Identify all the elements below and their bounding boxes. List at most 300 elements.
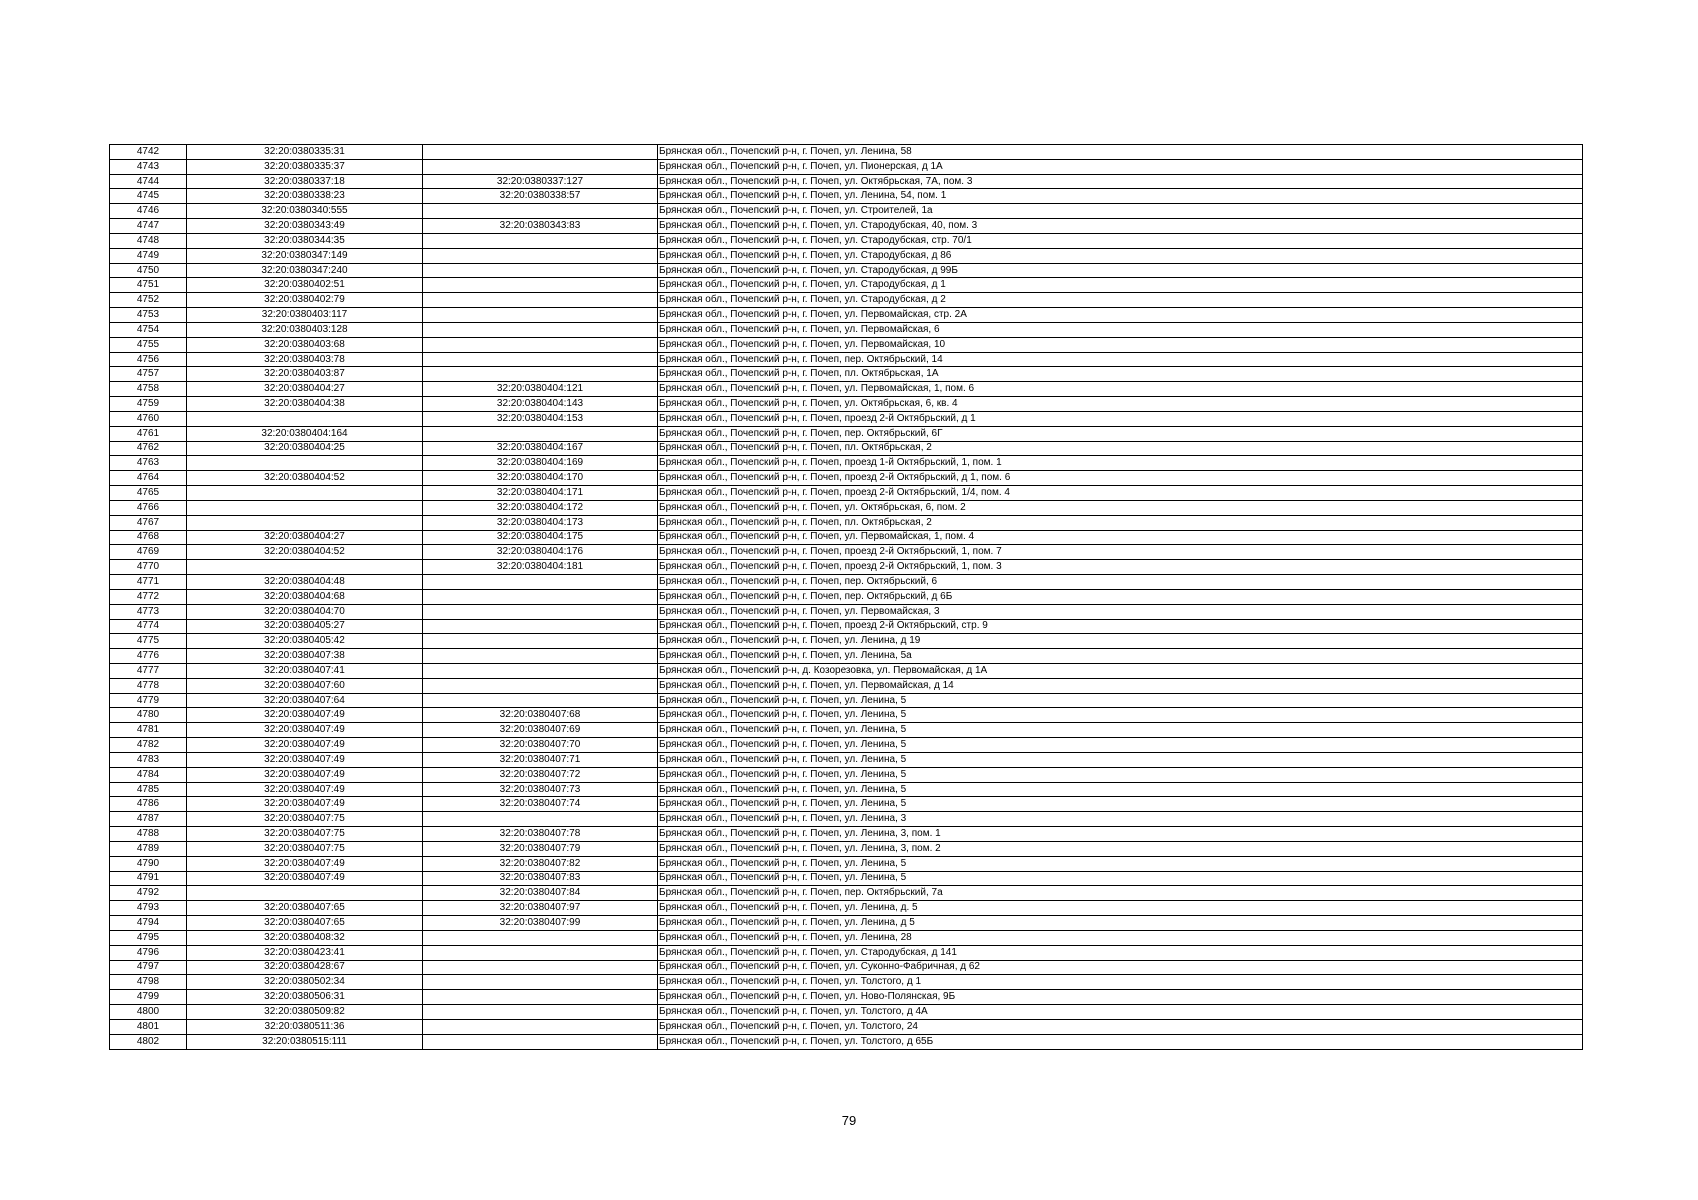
address-cell: Брянская обл., Почепский р-н, г. Почеп, пер. Октябрьский, 6 xyxy=(658,575,1583,590)
row-number-cell: 4773 xyxy=(110,604,187,619)
table-row xyxy=(110,293,1583,308)
address-cell: Брянская обл., Почепский р-н, г. Почеп, ул. Октябрьская, 7А, пом. 3 xyxy=(658,174,1583,189)
row-number-cell: 4785 xyxy=(110,782,187,797)
registry-table-body xyxy=(110,145,1583,1050)
cadastral-number-cell: 32:20:0380407:64 xyxy=(187,693,423,708)
table-row xyxy=(110,322,1583,337)
cadastral-number-cell: 32:20:0380407:60 xyxy=(187,678,423,693)
related-cadastral-number-cell: 32:20:0380404:167 xyxy=(423,441,658,456)
table-row xyxy=(110,575,1583,590)
registry-table xyxy=(109,144,1583,1050)
cadastral-number-cell: 32:20:0380407:49 xyxy=(187,782,423,797)
address-cell: Брянская обл., Почепский р-н, г. Почеп, ул. Ленина, 5 xyxy=(658,738,1583,753)
row-number-cell: 4759 xyxy=(110,397,187,412)
row-number-cell: 4779 xyxy=(110,693,187,708)
related-cadastral-number-cell: 32:20:0380407:72 xyxy=(423,767,658,782)
table-row xyxy=(110,233,1583,248)
related-cadastral-number-cell: 32:20:0380337:127 xyxy=(423,174,658,189)
address-cell: Брянская обл., Почепский р-н, г. Почеп, ул. Стародубская, д 1 xyxy=(658,278,1583,293)
address-cell: Брянская обл., Почепский р-н, г. Почеп, ул. Ленина, 3 xyxy=(658,812,1583,827)
row-number-cell: 4757 xyxy=(110,367,187,382)
table-row xyxy=(110,1034,1583,1049)
table-row xyxy=(110,545,1583,560)
related-cadastral-number-cell: 32:20:0380407:69 xyxy=(423,723,658,738)
related-cadastral-number-cell xyxy=(423,308,658,323)
address-cell: Брянская обл., Почепский р-н, г. Почеп, ул. Ленина, 5 xyxy=(658,797,1583,812)
row-number-cell: 4765 xyxy=(110,486,187,501)
related-cadastral-number-cell: 32:20:0380338:57 xyxy=(423,189,658,204)
row-number-cell: 4793 xyxy=(110,901,187,916)
address-cell: Брянская обл., Почепский р-н, г. Почеп, проезд 2-й Октябрьский, 1/4, пом. 4 xyxy=(658,486,1583,501)
address-cell: Брянская обл., Почепский р-н, г. Почеп, проезд 2-й Октябрьский, д 1, пом. 6 xyxy=(658,471,1583,486)
related-cadastral-number-cell: 32:20:0380407:74 xyxy=(423,797,658,812)
related-cadastral-number-cell: 32:20:0380404:121 xyxy=(423,382,658,397)
table-row xyxy=(110,856,1583,871)
row-number-cell: 4767 xyxy=(110,515,187,530)
address-cell: Брянская обл., Почепский р-н, г. Почеп, ул. Ленина, 5 xyxy=(658,856,1583,871)
table-row xyxy=(110,189,1583,204)
cadastral-number-cell: 32:20:0380407:75 xyxy=(187,812,423,827)
row-number-cell: 4742 xyxy=(110,145,187,160)
table-row xyxy=(110,426,1583,441)
address-cell: Брянская обл., Почепский р-н, г. Почеп, ул. Ленина, 5а xyxy=(658,649,1583,664)
related-cadastral-number-cell xyxy=(423,1034,658,1049)
row-number-cell: 4746 xyxy=(110,204,187,219)
cadastral-number-cell: 32:20:0380407:65 xyxy=(187,901,423,916)
cadastral-number-cell: 32:20:0380402:79 xyxy=(187,293,423,308)
cadastral-number-cell: 32:20:0380407:49 xyxy=(187,752,423,767)
page-number: 79 xyxy=(841,1113,857,1128)
related-cadastral-number-cell xyxy=(423,945,658,960)
related-cadastral-number-cell: 32:20:0380404:176 xyxy=(423,545,658,560)
related-cadastral-number-cell: 32:20:0380404:143 xyxy=(423,397,658,412)
address-cell: Брянская обл., Почепский р-н, г. Почеп, ул. Первомайская, 1, пом. 6 xyxy=(658,382,1583,397)
cadastral-number-cell: 32:20:0380403:68 xyxy=(187,337,423,352)
cadastral-number-cell: 32:20:0380407:75 xyxy=(187,827,423,842)
address-cell: Брянская обл., Почепский р-н, г. Почеп, ул. Ленина, 28 xyxy=(658,930,1583,945)
row-number-cell: 4792 xyxy=(110,886,187,901)
address-cell: Брянская обл., Почепский р-н, г. Почеп, ул. Октябрьская, 6, пом. 2 xyxy=(658,500,1583,515)
related-cadastral-number-cell: 32:20:0380404:172 xyxy=(423,500,658,515)
cadastral-number-cell: 32:20:0380407:49 xyxy=(187,871,423,886)
row-number-cell: 4802 xyxy=(110,1034,187,1049)
table-row xyxy=(110,337,1583,352)
related-cadastral-number-cell xyxy=(423,159,658,174)
related-cadastral-number-cell xyxy=(423,693,658,708)
address-cell: Брянская обл., Почепский р-н, г. Почеп, ул. Стародубская, 40, пом. 3 xyxy=(658,219,1583,234)
row-number-cell: 4775 xyxy=(110,634,187,649)
cadastral-number-cell: 32:20:0380340:555 xyxy=(187,204,423,219)
related-cadastral-number-cell xyxy=(423,337,658,352)
cadastral-number-cell: 32:20:0380402:51 xyxy=(187,278,423,293)
address-cell: Брянская обл., Почепский р-н, г. Почеп, ул. Октябрьская, 6, кв. 4 xyxy=(658,397,1583,412)
cadastral-number-cell: 32:20:0380423:41 xyxy=(187,945,423,960)
related-cadastral-number-cell xyxy=(423,619,658,634)
table-row xyxy=(110,560,1583,575)
table-row xyxy=(110,589,1583,604)
table-row xyxy=(110,397,1583,412)
address-cell: Брянская обл., Почепский р-н, г. Почеп, ул. Толстого, д 65Б xyxy=(658,1034,1583,1049)
table-row xyxy=(110,945,1583,960)
address-cell: Брянская обл., Почепский р-н, г. Почеп, пл. Октябрьская, 2 xyxy=(658,441,1583,456)
table-row xyxy=(110,145,1583,160)
cadastral-number-cell: 32:20:0380403:117 xyxy=(187,308,423,323)
cadastral-number-cell: 32:20:0380403:78 xyxy=(187,352,423,367)
table-row xyxy=(110,204,1583,219)
table-row xyxy=(110,871,1583,886)
related-cadastral-number-cell: 32:20:0380407:78 xyxy=(423,827,658,842)
row-number-cell: 4769 xyxy=(110,545,187,560)
cadastral-number-cell: 32:20:0380515:111 xyxy=(187,1034,423,1049)
cadastral-number-cell xyxy=(187,886,423,901)
related-cadastral-number-cell: 32:20:0380404:181 xyxy=(423,560,658,575)
cadastral-number-cell: 32:20:0380407:38 xyxy=(187,649,423,664)
address-cell: Брянская обл., Почепский р-н, г. Почеп, ул. Строителей, 1а xyxy=(658,204,1583,219)
address-cell: Брянская обл., Почепский р-н, г. Почеп, пл. Октябрьская, 1А xyxy=(658,367,1583,382)
row-number-cell: 4787 xyxy=(110,812,187,827)
address-cell: Брянская обл., Почепский р-н, г. Почеп, ул. Ленина, 3, пом. 2 xyxy=(658,841,1583,856)
cadastral-number-cell: 32:20:0380335:37 xyxy=(187,159,423,174)
row-number-cell: 4768 xyxy=(110,530,187,545)
related-cadastral-number-cell: 32:20:0380407:84 xyxy=(423,886,658,901)
row-number-cell: 4754 xyxy=(110,322,187,337)
related-cadastral-number-cell xyxy=(423,1005,658,1020)
related-cadastral-number-cell xyxy=(423,426,658,441)
address-cell: Брянская обл., Почепский р-н, г. Почеп, пер. Октябрьский, 14 xyxy=(658,352,1583,367)
address-cell: Брянская обл., Почепский р-н, г. Почеп, ул. Ленина, 3, пом. 1 xyxy=(658,827,1583,842)
address-cell: Брянская обл., Почепский р-н, г. Почеп, проезд 2-й Октябрьский, 1, пом. 3 xyxy=(658,560,1583,575)
cadastral-number-cell: 32:20:0380404:70 xyxy=(187,604,423,619)
table-row xyxy=(110,411,1583,426)
table-row xyxy=(110,975,1583,990)
related-cadastral-number-cell xyxy=(423,145,658,160)
related-cadastral-number-cell xyxy=(423,352,658,367)
table-row xyxy=(110,916,1583,931)
related-cadastral-number-cell xyxy=(423,322,658,337)
table-row xyxy=(110,708,1583,723)
row-number-cell: 4783 xyxy=(110,752,187,767)
cadastral-number-cell: 32:20:0380338:23 xyxy=(187,189,423,204)
table-row xyxy=(110,812,1583,827)
address-cell: Брянская обл., Почепский р-н, г. Почеп, ул. Толстого, д 4А xyxy=(658,1005,1583,1020)
related-cadastral-number-cell xyxy=(423,930,658,945)
related-cadastral-number-cell: 32:20:0380407:83 xyxy=(423,871,658,886)
address-cell: Брянская обл., Почепский р-н, д. Козорезовка, ул. Первомайская, д 1А xyxy=(658,663,1583,678)
cadastral-number-cell: 32:20:0380404:52 xyxy=(187,471,423,486)
table-row xyxy=(110,649,1583,664)
cadastral-number-cell: 32:20:0380511:36 xyxy=(187,1019,423,1034)
row-number-cell: 4753 xyxy=(110,308,187,323)
row-number-cell: 4780 xyxy=(110,708,187,723)
table-row xyxy=(110,604,1583,619)
address-cell: Брянская обл., Почепский р-н, г. Почеп, ул. Первомайская, 10 xyxy=(658,337,1583,352)
address-cell: Брянская обл., Почепский р-н, г. Почеп, ул. Ленина, 5 xyxy=(658,871,1583,886)
related-cadastral-number-cell: 32:20:0380407:79 xyxy=(423,841,658,856)
related-cadastral-number-cell xyxy=(423,649,658,664)
table-row xyxy=(110,693,1583,708)
related-cadastral-number-cell: 32:20:0380407:70 xyxy=(423,738,658,753)
row-number-cell: 4748 xyxy=(110,233,187,248)
row-number-cell: 4752 xyxy=(110,293,187,308)
related-cadastral-number-cell: 32:20:0380404:175 xyxy=(423,530,658,545)
table-row xyxy=(110,278,1583,293)
cadastral-number-cell: 32:20:0380403:128 xyxy=(187,322,423,337)
row-number-cell: 4789 xyxy=(110,841,187,856)
related-cadastral-number-cell xyxy=(423,1019,658,1034)
table-row xyxy=(110,486,1583,501)
address-cell: Брянская обл., Почепский р-н, г. Почеп, ул. Ленина, 5 xyxy=(658,708,1583,723)
address-cell: Брянская обл., Почепский р-н, г. Почеп, пер. Октябрьский, 6Г xyxy=(658,426,1583,441)
cadastral-number-cell xyxy=(187,515,423,530)
table-row xyxy=(110,263,1583,278)
table-row xyxy=(110,841,1583,856)
row-number-cell: 4788 xyxy=(110,827,187,842)
table-row xyxy=(110,1005,1583,1020)
row-number-cell: 4756 xyxy=(110,352,187,367)
related-cadastral-number-cell: 32:20:0380407:82 xyxy=(423,856,658,871)
related-cadastral-number-cell: 32:20:0380404:171 xyxy=(423,486,658,501)
related-cadastral-number-cell xyxy=(423,293,658,308)
table-row xyxy=(110,634,1583,649)
address-cell: Брянская обл., Почепский р-н, г. Почеп, ул. Суконно-Фабричная, д 62 xyxy=(658,960,1583,975)
cadastral-number-cell: 32:20:0380407:65 xyxy=(187,916,423,931)
address-cell: Брянская обл., Почепский р-н, г. Почеп, ул. Ленина, 54, пом. 1 xyxy=(658,189,1583,204)
related-cadastral-number-cell xyxy=(423,263,658,278)
table-row xyxy=(110,248,1583,263)
row-number-cell: 4781 xyxy=(110,723,187,738)
row-number-cell: 4770 xyxy=(110,560,187,575)
table-row xyxy=(110,990,1583,1005)
address-cell: Брянская обл., Почепский р-н, г. Почеп, ул. Стародубская, д 2 xyxy=(658,293,1583,308)
cadastral-number-cell: 32:20:0380408:32 xyxy=(187,930,423,945)
row-number-cell: 4772 xyxy=(110,589,187,604)
cadastral-number-cell: 32:20:0380405:42 xyxy=(187,634,423,649)
row-number-cell: 4751 xyxy=(110,278,187,293)
address-cell: Брянская обл., Почепский р-н, г. Почеп, ул. Ново-Полянская, 9Б xyxy=(658,990,1583,1005)
cadastral-number-cell: 32:20:0380407:49 xyxy=(187,723,423,738)
related-cadastral-number-cell: 32:20:0380404:170 xyxy=(423,471,658,486)
row-number-cell: 4749 xyxy=(110,248,187,263)
related-cadastral-number-cell xyxy=(423,634,658,649)
row-number-cell: 4800 xyxy=(110,1005,187,1020)
table-row xyxy=(110,382,1583,397)
cadastral-number-cell xyxy=(187,486,423,501)
table-row xyxy=(110,174,1583,189)
cadastral-number-cell xyxy=(187,456,423,471)
row-number-cell: 4784 xyxy=(110,767,187,782)
table-row xyxy=(110,456,1583,471)
row-number-cell: 4761 xyxy=(110,426,187,441)
cadastral-number-cell: 32:20:0380403:87 xyxy=(187,367,423,382)
related-cadastral-number-cell: 32:20:0380407:73 xyxy=(423,782,658,797)
cadastral-number-cell: 32:20:0380428:67 xyxy=(187,960,423,975)
row-number-cell: 4774 xyxy=(110,619,187,634)
row-number-cell: 4791 xyxy=(110,871,187,886)
cadastral-number-cell: 32:20:0380344:35 xyxy=(187,233,423,248)
address-cell: Брянская обл., Почепский р-н, г. Почеп, проезд 1-й Октябрьский, 1, пом. 1 xyxy=(658,456,1583,471)
related-cadastral-number-cell xyxy=(423,278,658,293)
address-cell: Брянская обл., Почепский р-н, г. Почеп, ул. Первомайская, стр. 2А xyxy=(658,308,1583,323)
row-number-cell: 4755 xyxy=(110,337,187,352)
related-cadastral-number-cell xyxy=(423,663,658,678)
related-cadastral-number-cell: 32:20:0380404:169 xyxy=(423,456,658,471)
address-cell: Брянская обл., Почепский р-н, г. Почеп, ул. Ленина, 5 xyxy=(658,693,1583,708)
table-row xyxy=(110,797,1583,812)
address-cell: Брянская обл., Почепский р-н, г. Почеп, ул. Ленина, 5 xyxy=(658,752,1583,767)
row-number-cell: 4771 xyxy=(110,575,187,590)
table-row xyxy=(110,500,1583,515)
cadastral-number-cell: 32:20:0380407:41 xyxy=(187,663,423,678)
row-number-cell: 4799 xyxy=(110,990,187,1005)
address-cell: Брянская обл., Почепский р-н, г. Почеп, пл. Октябрьская, 2 xyxy=(658,515,1583,530)
related-cadastral-number-cell: 32:20:0380407:71 xyxy=(423,752,658,767)
related-cadastral-number-cell xyxy=(423,975,658,990)
related-cadastral-number-cell xyxy=(423,367,658,382)
related-cadastral-number-cell: 32:20:0380407:99 xyxy=(423,916,658,931)
address-cell: Брянская обл., Почепский р-н, г. Почеп, пер. Октябрьский, д 6Б xyxy=(658,589,1583,604)
table-row xyxy=(110,352,1583,367)
table-row xyxy=(110,752,1583,767)
related-cadastral-number-cell: 32:20:0380404:173 xyxy=(423,515,658,530)
related-cadastral-number-cell xyxy=(423,990,658,1005)
address-cell: Брянская обл., Почепский р-н, г. Почеп, ул. Первомайская, 3 xyxy=(658,604,1583,619)
row-number-cell: 4758 xyxy=(110,382,187,397)
row-number-cell: 4760 xyxy=(110,411,187,426)
cadastral-number-cell: 32:20:0380404:27 xyxy=(187,382,423,397)
address-cell: Брянская обл., Почепский р-н, г. Почеп, ул. Стародубская, д 99Б xyxy=(658,263,1583,278)
row-number-cell: 4763 xyxy=(110,456,187,471)
cadastral-number-cell xyxy=(187,560,423,575)
cadastral-number-cell: 32:20:0380407:49 xyxy=(187,708,423,723)
address-cell: Брянская обл., Почепский р-н, г. Почеп, ул. Толстого, 24 xyxy=(658,1019,1583,1034)
row-number-cell: 4764 xyxy=(110,471,187,486)
cadastral-number-cell: 32:20:0380509:82 xyxy=(187,1005,423,1020)
cadastral-number-cell: 32:20:0380337:18 xyxy=(187,174,423,189)
cadastral-number-cell: 32:20:0380404:27 xyxy=(187,530,423,545)
related-cadastral-number-cell xyxy=(423,812,658,827)
table-row xyxy=(110,515,1583,530)
address-cell: Брянская обл., Почепский р-н, г. Почеп, ул. Ленина, д 5 xyxy=(658,916,1583,931)
address-cell: Брянская обл., Почепский р-н, г. Почеп, проезд 2-й Октябрьский, стр. 9 xyxy=(658,619,1583,634)
table-row xyxy=(110,723,1583,738)
address-cell: Брянская обл., Почепский р-н, г. Почеп, ул. Стародубская, д 86 xyxy=(658,248,1583,263)
row-number-cell: 4782 xyxy=(110,738,187,753)
row-number-cell: 4794 xyxy=(110,916,187,931)
address-cell: Брянская обл., Почепский р-н, г. Почеп, ул. Первомайская, 1, пом. 4 xyxy=(658,530,1583,545)
related-cadastral-number-cell xyxy=(423,589,658,604)
address-cell: Брянская обл., Почепский р-н, г. Почеп, ул. Ленина, д. 5 xyxy=(658,901,1583,916)
cadastral-number-cell: 32:20:0380502:34 xyxy=(187,975,423,990)
cadastral-number-cell: 32:20:0380404:68 xyxy=(187,589,423,604)
related-cadastral-number-cell xyxy=(423,204,658,219)
cadastral-number-cell xyxy=(187,500,423,515)
cadastral-number-cell: 32:20:0380335:31 xyxy=(187,145,423,160)
table-row xyxy=(110,767,1583,782)
table-row xyxy=(110,930,1583,945)
table-row xyxy=(110,530,1583,545)
row-number-cell: 4776 xyxy=(110,649,187,664)
row-number-cell: 4747 xyxy=(110,219,187,234)
row-number-cell: 4801 xyxy=(110,1019,187,1034)
related-cadastral-number-cell xyxy=(423,233,658,248)
table-row xyxy=(110,886,1583,901)
cadastral-number-cell: 32:20:0380407:49 xyxy=(187,797,423,812)
related-cadastral-number-cell: 32:20:0380407:68 xyxy=(423,708,658,723)
table-row xyxy=(110,471,1583,486)
address-cell: Брянская обл., Почепский р-н, г. Почеп, ул. Стародубская, стр. 70/1 xyxy=(658,233,1583,248)
address-cell: Брянская обл., Почепский р-н, г. Почеп, проезд 2-й Октябрьский, 1, пом. 7 xyxy=(658,545,1583,560)
table-row xyxy=(110,619,1583,634)
table-row xyxy=(110,738,1583,753)
address-cell: Брянская обл., Почепский р-н, г. Почеп, ул. Первомайская, 6 xyxy=(658,322,1583,337)
table-row xyxy=(110,663,1583,678)
address-cell: Брянская обл., Почепский р-н, г. Почеп, ул. Толстого, д 1 xyxy=(658,975,1583,990)
related-cadastral-number-cell: 32:20:0380407:97 xyxy=(423,901,658,916)
row-number-cell: 4795 xyxy=(110,930,187,945)
cadastral-number-cell: 32:20:0380407:49 xyxy=(187,738,423,753)
related-cadastral-number-cell xyxy=(423,604,658,619)
address-cell: Брянская обл., Почепский р-н, г. Почеп, ул. Первомайская, д 14 xyxy=(658,678,1583,693)
row-number-cell: 4777 xyxy=(110,663,187,678)
related-cadastral-number-cell xyxy=(423,960,658,975)
row-number-cell: 4798 xyxy=(110,975,187,990)
table-row xyxy=(110,960,1583,975)
address-cell: Брянская обл., Почепский р-н, г. Почеп, пер. Октябрьский, 7а xyxy=(658,886,1583,901)
table-row xyxy=(110,367,1583,382)
row-number-cell: 4766 xyxy=(110,500,187,515)
row-number-cell: 4743 xyxy=(110,159,187,174)
cadastral-number-cell: 32:20:0380405:27 xyxy=(187,619,423,634)
cadastral-number-cell: 32:20:0380404:38 xyxy=(187,397,423,412)
related-cadastral-number-cell xyxy=(423,678,658,693)
table-row xyxy=(110,901,1583,916)
cadastral-number-cell: 32:20:0380404:164 xyxy=(187,426,423,441)
table-row xyxy=(110,441,1583,456)
cadastral-number-cell: 32:20:0380407:75 xyxy=(187,841,423,856)
address-cell: Брянская обл., Почепский р-н, г. Почеп, ул. Ленина, 5 xyxy=(658,723,1583,738)
address-cell: Брянская обл., Почепский р-н, г. Почеп, ул. Ленина, 5 xyxy=(658,767,1583,782)
table-row xyxy=(110,1019,1583,1034)
address-cell: Брянская обл., Почепский р-н, г. Почеп, ул. Стародубская, д 141 xyxy=(658,945,1583,960)
related-cadastral-number-cell xyxy=(423,248,658,263)
row-number-cell: 4796 xyxy=(110,945,187,960)
table-row xyxy=(110,678,1583,693)
row-number-cell: 4790 xyxy=(110,856,187,871)
row-number-cell: 4750 xyxy=(110,263,187,278)
related-cadastral-number-cell xyxy=(423,575,658,590)
row-number-cell: 4745 xyxy=(110,189,187,204)
cadastral-number-cell: 32:20:0380347:149 xyxy=(187,248,423,263)
cadastral-number-cell: 32:20:0380404:25 xyxy=(187,441,423,456)
table-row xyxy=(110,308,1583,323)
address-cell: Брянская обл., Почепский р-н, г. Почеп, проезд 2-й Октябрьский, д 1 xyxy=(658,411,1583,426)
address-cell: Брянская обл., Почепский р-н, г. Почеп, ул. Пионерская, д 1А xyxy=(658,159,1583,174)
cadastral-number-cell: 32:20:0380347:240 xyxy=(187,263,423,278)
row-number-cell: 4786 xyxy=(110,797,187,812)
table-row xyxy=(110,159,1583,174)
table-row xyxy=(110,827,1583,842)
row-number-cell: 4797 xyxy=(110,960,187,975)
row-number-cell: 4762 xyxy=(110,441,187,456)
cadastral-number-cell xyxy=(187,411,423,426)
row-number-cell: 4744 xyxy=(110,174,187,189)
address-cell: Брянская обл., Почепский р-н, г. Почеп, ул. Ленина, 5 xyxy=(658,782,1583,797)
related-cadastral-number-cell: 32:20:0380404:153 xyxy=(423,411,658,426)
cadastral-number-cell: 32:20:0380506:31 xyxy=(187,990,423,1005)
cadastral-number-cell: 32:20:0380407:49 xyxy=(187,856,423,871)
cadastral-number-cell: 32:20:0380404:48 xyxy=(187,575,423,590)
row-number-cell: 4778 xyxy=(110,678,187,693)
